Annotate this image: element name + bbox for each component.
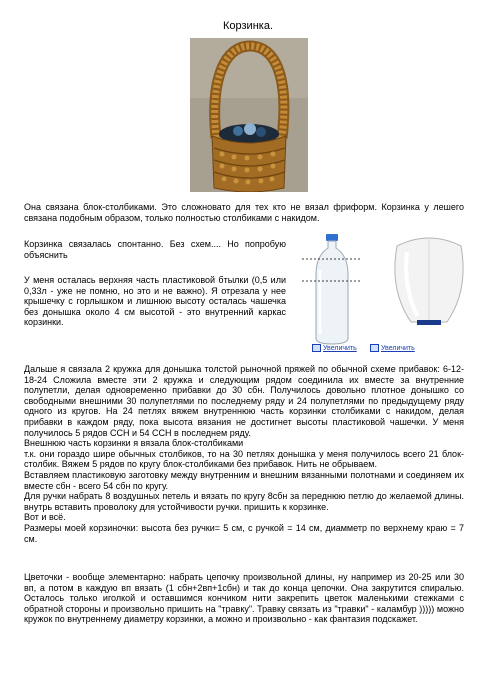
basket-photo <box>190 38 308 192</box>
zoom-icon <box>370 344 379 352</box>
paragraph: т.к. они гораздо шире обычных столбиков, то на 30 петлях донышка у меня получилось всего 21 блок-столбик. Вяжем 5 рядов по кругу блок-столбиками без прибавок. Нить не обрываем. <box>24 448 464 470</box>
enlarge-link-cup[interactable] <box>370 344 415 352</box>
spontaneous-note: Корзинка связалась спонтанно. Без схем.... Но попробую объяснить <box>24 239 286 260</box>
flowers-paragraph: Цветочки - вообще элементарно: набрать цепочку произвольной длины, ну например из 20-25 или 30 вп, а потом в каждую вп вязать (1 сбн+2вп+1сбн) и так до конца цепочки. Она закрутится спиралью. Осталось только иголкой и оставшимся кончиком нити закрепить цветок маленькими стежками с обратной стороны и произвольно пришить на "травку". Травку связать из "травки" - каламбур ))))) можно кружок по внутреннему диаметру корзинки, а можно и произвольно - как фантазия подскажет. <box>24 572 464 625</box>
enlarge-link-bottle[interactable] <box>312 344 357 352</box>
plastic-paragraph: У меня осталась верхняя часть пластиковой бтылки (0,5 или 0,33л - уже не помню, но это и не важно). Я отрезала у нее крышечку с горлышком и лишнюю высоту осталась чашечка без донышка около 4 см высотой - это внутренний каркас корзинки. <box>24 275 286 328</box>
bottle-illustration <box>300 234 370 346</box>
paragraph: Размеры моей корзиночки: высота без ручки= 5 см, с ручкой = 14 см, диамметр по верхнему краю = 7 см. <box>24 522 464 544</box>
enlarge-label: Увеличить <box>381 344 415 352</box>
instructions-block <box>24 364 464 544</box>
cup-illustration <box>389 230 469 330</box>
paragraph: Дальше я связала 2 кружка для донышка толстой рыночной пряжей по обычной схеме прибавок: 6-12-18-24 Сложила вместе эти 2 кружка и следующим рядом соединила их вместе за внутренние полупетли, делая одновременно прибавки до 30 сбн. Получилось довольно плотное донышко со свободными внешними 30 полупетлями по последнему ряду и 24 полупетлями по предыдущему ряду одного из кругов. На 24 петлях вяжем внутреннюю часть корзинки столбиками с накидом, делая прибавки в каждом ряду, пока высота вязания не достигнет высоты пластиковой чашечки. У меня получилось 5 рядов ССН и 54 ССН в последнем ряду. <box>24 364 464 438</box>
zoom-icon <box>312 344 321 352</box>
paragraph: Для ручки набрать 8 воздушных петель и вязать по кругу 8сбн за переднюю петлю до желаемой длины. внутрь вставить проволоку для устойчивости ручки. пришить к корзинке. <box>24 491 464 512</box>
paragraph: Внешнюю часть корзинки я вязала блок-столбиками <box>24 438 244 449</box>
basket-image <box>190 38 308 192</box>
paragraph: Вот и всё. <box>24 512 66 523</box>
page-title: Корзинка. <box>222 20 273 32</box>
paragraph: Вставляем пластиковую заготовку между внутренним и внешним вязанными полотнами и соединяем их вместе сбн - всего 54 сбн по кругу. <box>24 469 464 491</box>
enlarge-label: Увеличить <box>323 344 357 352</box>
intro-paragraph: Она связана блок-столбиками. Это сложновато для тех кто не вязал фриформ. Корзинка у лешего связана подобным образом, только полностью столбиками с накидом. <box>24 202 464 223</box>
